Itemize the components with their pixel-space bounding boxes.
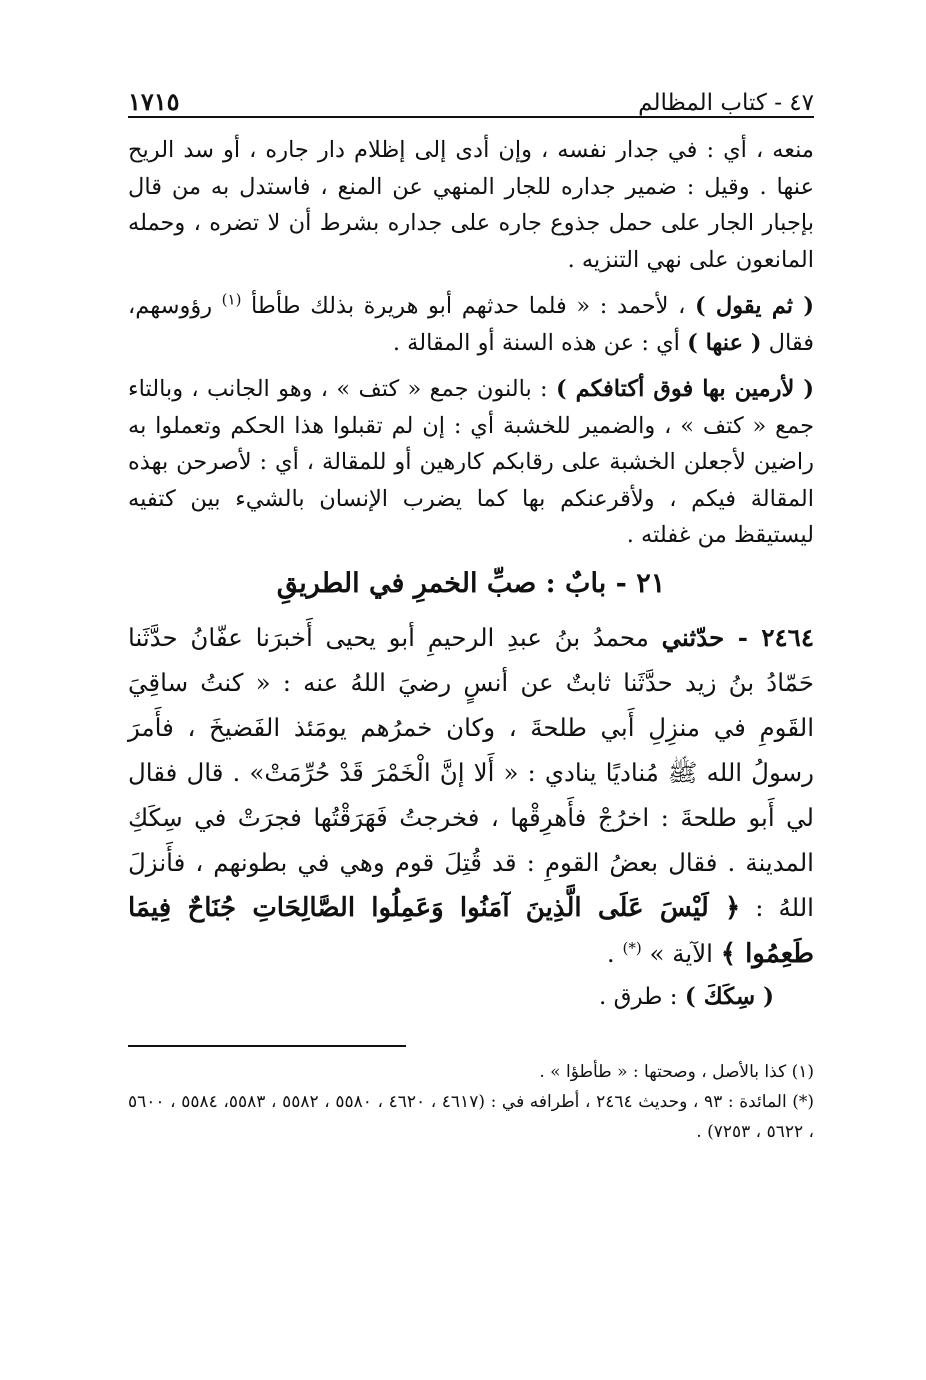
hadith-body: الآية » (641, 938, 721, 968)
footnote-divider (128, 1045, 406, 1047)
commentary-text: : بالنون جمع « كتف » ، وهو الجانب ، وبالتاء جمع « كتف » ، والضمير للخشبة أي : إن لم تقبلوا هذا الحكم وتعملوا به راضين لأجعلن الخشبة على رقابكم كارهين أو للمقالة ، أي : لأصرحن بهذه المقالة فيكم ، ولأقرعنكم بها كما يضرب الإنسان بالشيء بين كتفيه ليستيقظ من غفلته . (128, 376, 814, 548)
footnote-2: (*) المائدة : ٩٣ ، وحديث ٢٤٦٤ ، أطرافه في : (٤٦١٧ ، ٤٦٢٠ ، ٥٥٨٠ ، ٥٥٨٢ ، ٥٥٨٣، ٥٥٨٤ ، ٥٦٠٠ ، ٥٦٢٢ ، ٧٢٥٣) . (128, 1091, 815, 1142)
commentary-paragraph-3 (128, 371, 814, 554)
quran-verse: ﴿ لَيْسَ عَلَى الَّذِينَ آمَنُوا وَعَمِلُوا الصَّالِحَاتِ جُنَاحٌ فِيمَا طَعِمُوا ﴾ (128, 892, 814, 969)
commentary-paragraph-1: منعه ، أي : في جدار نفسه ، وإن أدى إلى إظلام دار جاره ، أو سد الريح عنها . وقيل : ضمير جداره للجار المنهي عن المنع ، فاستدل به من قال بإجبار الجار على حمل جذوع جاره على جداره بشرط أن لا تضره ، وحمله المانعون على نهي التنزيه . (128, 137, 814, 273)
hadith-body: محمدُ بنُ عبدِ الرحيمِ أبو يحيى أَخبرَنا عفّانُ حدَّثَنا حَمّادُ بنُ زيد حدَّثَنا ثابتٌ عن أنسٍ رضيَ اللهُ عنه : « كنتُ ساقِيَ القَومِ في منزِلِ أَبي طلحةَ ، وكان خمرُهم يومَئذ الفَضيخَ ، فأَمرَ رسولُ الله ﷺ مُناديًا ينادي : « أَلا إنَّ الْخَمْرَ قَدْ حُرِّمَتْ» . قال فقال لي أَبو طلحةَ : اخرُجْ فأَهرِقْها ، فخرجتُ فَهَرَقْتُها فجرَتْ في سِكَكِ المدينة . فقال بعضُ القومِ : قد قُتِلَ قوم وهي في بطونهم ، فأَنزلَ اللهُ : (128, 622, 814, 922)
document-page (128, 70, 814, 1147)
hadith-body: . (606, 938, 623, 968)
gloss-text: : طرق . (599, 983, 685, 1010)
commentary-text: أي : عن هذه السنة أو المقالة . (392, 329, 688, 356)
commentary-term: ( لأرمين بها فوق أكتافكم ) (555, 376, 814, 402)
footnote-marker: (*) (622, 938, 642, 957)
chapter-title: ٤٧ - كتاب المظالم (638, 90, 814, 116)
hadith-number: ٢٤٦٤ - حدّثني (661, 622, 814, 652)
page-number: ١٧١٥ (128, 87, 180, 116)
footnote-1: (١) كذا بالأصل ، وصحتها : « طأطؤا » . (539, 1061, 814, 1082)
page-header (128, 70, 814, 118)
gloss-term: ( سِكَكَ ) (684, 982, 774, 1010)
commentary-text: ، لأحمد : « فلما حدثهم أبو هريرة بذلك طأطأ (241, 293, 695, 319)
section-title: ٢١ - بابٌ : صبِّ الخمرِ في الطريقِ (276, 567, 666, 599)
commentary-text: رؤوسهم، فقال (128, 293, 814, 356)
hadith-text (128, 615, 814, 977)
commentary-paragraph-2 (128, 288, 814, 361)
commentary-term: ( عنها ) (687, 329, 762, 356)
footnote-marker: (١) (221, 290, 242, 309)
word-gloss (128, 977, 774, 1017)
commentary-term: ( ثم يقول ) (694, 293, 814, 319)
